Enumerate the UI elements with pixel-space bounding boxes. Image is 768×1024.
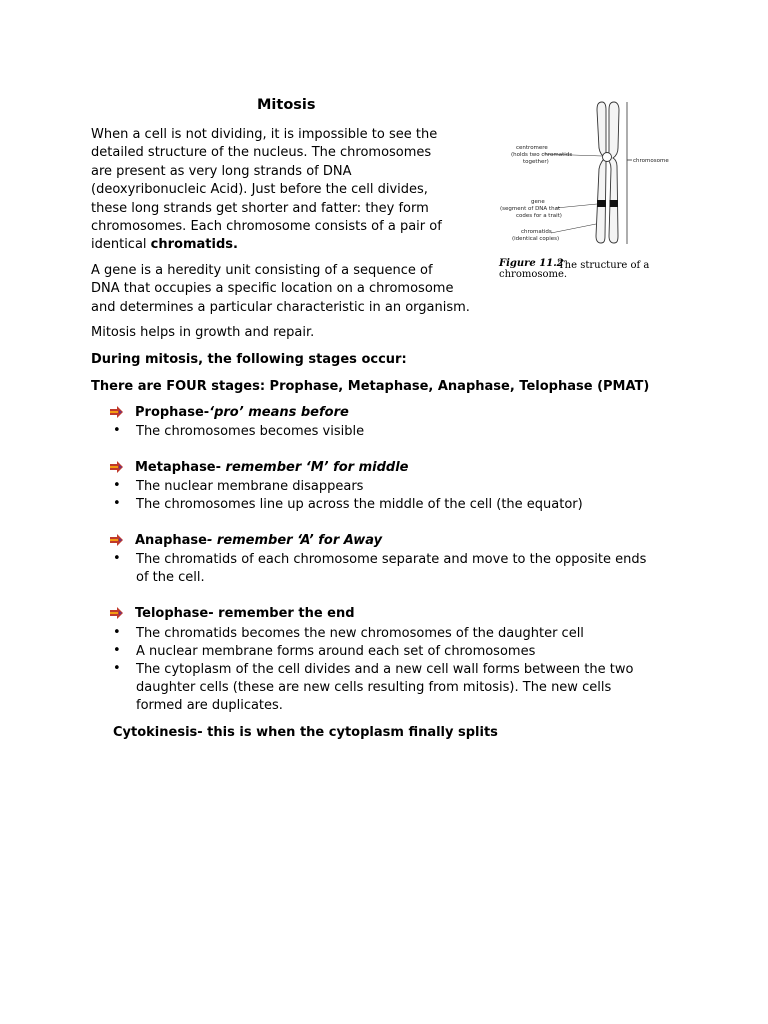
gene-band-left: [597, 200, 606, 207]
gene-label: gene: [531, 199, 545, 205]
growth-text: Mitosis helps in growth and repair.: [91, 325, 315, 340]
intro-last-prefix: identical: [91, 237, 151, 253]
centromere-shape: [603, 153, 612, 162]
figure-caption-line2: chromosome.: [499, 269, 568, 280]
intro-paragraph: [91, 126, 442, 255]
stage-title: Metaphase- remember ‘M’ for middle: [135, 460, 409, 475]
centromere-label: centromere: [516, 145, 548, 151]
during-heading: During mitosis, the following stages occur:: [91, 352, 407, 367]
stage-telophase-heading: [113, 606, 513, 624]
intro-line: chromosomes. Each chromosome consists of a pair of: [91, 219, 442, 235]
arrow-bullet-icon: [110, 607, 124, 619]
gene-line: A gene is a heredity unit consisting of a sequence of: [91, 263, 433, 278]
gene-line: and determines a particular characteristic in an organism.: [91, 299, 470, 315]
intro-line: are present as very long strands of DNA: [91, 163, 352, 179]
centromere-label-sub: (holds two chromatids: [511, 152, 573, 158]
four-stages-heading: There are FOUR stages: Prophase, Metaphase, Anaphase, Telophase (PMAT): [91, 379, 650, 394]
chromatids-term: chromatids.: [150, 237, 238, 253]
chromosome-figure: [496, 96, 669, 280]
arrow-bullet-icon: [110, 534, 124, 546]
intro-line: detailed structure of the nucleus. The chromosomes: [91, 145, 432, 161]
intro-line: (deoxyribonucleic Acid). Just before the cell divides,: [91, 182, 428, 198]
intro-line: When a cell is not dividing, it is impossible to see the: [91, 127, 438, 142]
stage-title: Anaphase- remember ‘A’ for Away: [135, 533, 383, 548]
stage-anaphase-heading: [113, 533, 513, 551]
arrow-bullet-icon: [110, 406, 124, 418]
chromosome-label: chromosome: [633, 158, 669, 164]
intro-line-last: [91, 236, 442, 254]
figure-caption-num: Figure 11.2: [499, 258, 564, 269]
figure-caption-line1: The structure of a: [558, 260, 650, 271]
figure-caption: [498, 258, 564, 269]
centromere-label-sub: together): [523, 159, 549, 165]
gene-line: DNA that occupies a specific location on a chromosome: [91, 281, 454, 297]
stage-title: Prophase-‘pro’ means before: [135, 405, 349, 420]
gene-label-sub: codes for a trait): [516, 213, 562, 219]
stage-title: Telophase- remember the end: [135, 606, 355, 621]
gene-band-right: [610, 200, 619, 207]
cytokinesis-text: Cytokinesis- this is when the cytoplasm finally splits: [113, 725, 498, 740]
stage-prophase-heading: [113, 405, 513, 423]
page-title: Mitosis: [257, 97, 316, 113]
chromatids-label-sub: (identical copies): [512, 236, 560, 242]
stage-metaphase-heading: [113, 460, 513, 478]
chromatids-label: chromatids: [521, 229, 552, 235]
intro-line: these long strands get shorter and fatter: they form: [91, 200, 429, 216]
gene-paragraph: [91, 262, 470, 317]
gene-label-sub: (segment of DNA that: [500, 206, 561, 212]
arrow-bullet-icon: [110, 461, 124, 473]
